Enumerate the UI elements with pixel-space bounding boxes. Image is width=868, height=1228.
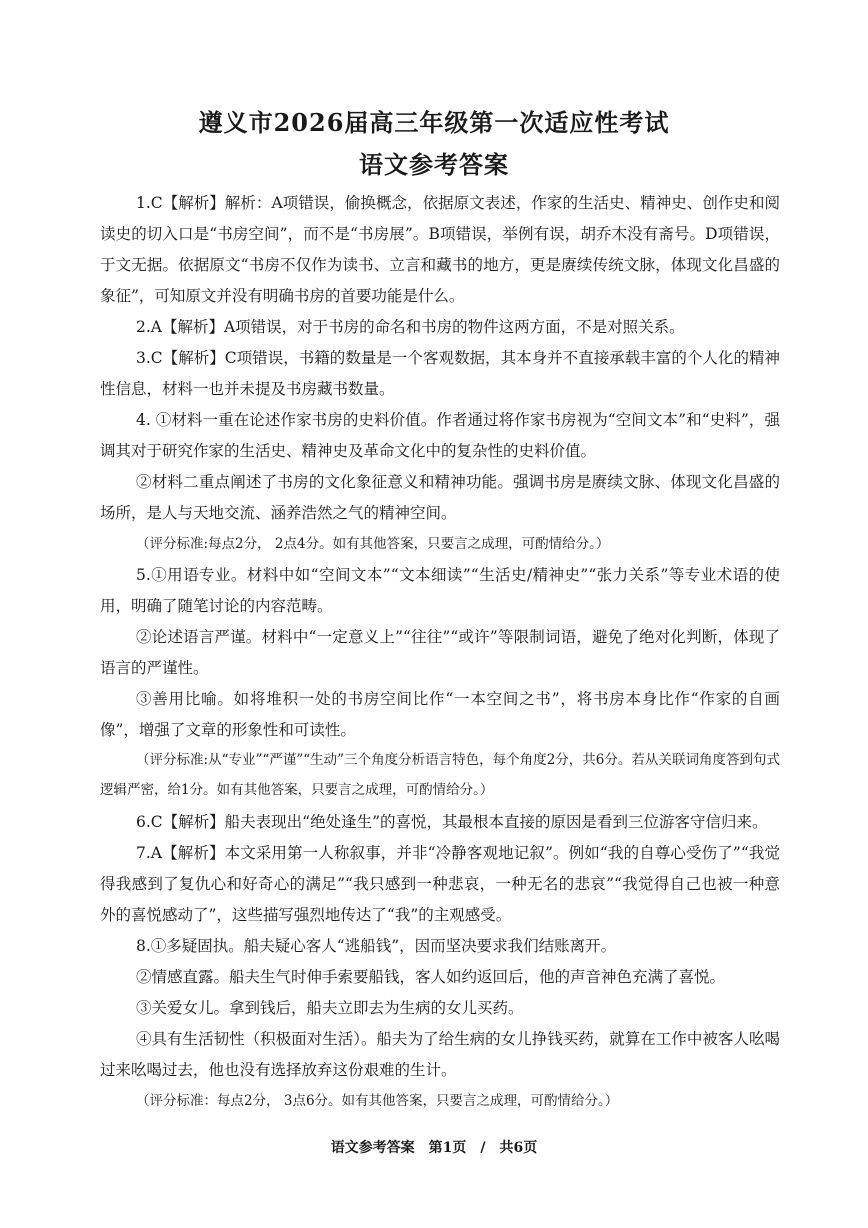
answer-7: 7.A【解析】本文采用第一人称叙事，并非“冷静客观地记叙”。例如“我的自尊心受伤了”“我觉得我感到了复仇心和好奇心的满足”“我只感到一种悲哀，一种无名的悲哀”“我觉得自己也被一种意外的喜悦感动了”，这些描写强烈地传达了“我”的主观感受。: [100, 844, 780, 924]
answer-4-scoring: （评分标准:每点2分， 2点4分。如有其他答案，只要言之成理，可酌情给分。）: [136, 536, 610, 552]
answer-5-point-3: ③善用比喻。如将堆积一处的书房空间比作“一本空间之书”，将书房本身比作“作家的自画像”，增强了文章的形象性和可读性。: [100, 690, 780, 739]
answer-8-point-1: 8.①多疑固执。船夫疑心客人“逃船钱”，因而坚决要求我们结账离开。: [136, 937, 617, 955]
answer-5-scoring: （评分标准:从“专业”“严谨”“生动”三个角度分析语言特色，每个角度2分，共6分。若从关联词角度答到句式逻辑严密，给1分。如有其他答案，只要言之成理，可酌情给分。）: [100, 752, 780, 798]
answer-8-point-3: ③关爱女儿。拿到钱后，船夫立即去为生病的女儿买药。: [136, 999, 524, 1017]
answer-4-point-1: 4. ①材料一重在论述作家书房的史料价值。作者通过将作家书房视为“空间文本”和“史料”，强调其对于研究作家的生活史、精神史及革命文化中的复杂性的史料价值。: [100, 411, 780, 460]
page-footer: 语文参考答案 第1页 / 共6页: [330, 1140, 538, 1156]
exam-title: 遵义市2026届高三年级第一次适应性考试: [198, 108, 670, 137]
answer-3: 3.C【解析】C项错误，书籍的数量是一个客观数据，其本身并不直接承载丰富的个人化的精神性信息，材料一也并未提及书房藏书数量。: [100, 349, 780, 398]
answer-8-scoring: （评分标准：每点2分， 3点6分。如有其他答案，只要言之成理，可酌情给分。）: [136, 1093, 619, 1109]
answer-2: 2.A【解析】A项错误，对于书房的命名和书房的物件这两方面，不是对照关系。: [136, 318, 685, 336]
answer-4-point-2: ②材料二重点阐述了书房的文化象征意义和精神功能。强调书房是赓续文脉、体现文化昌盛的场所，是人与天地交流、涵养浩然之气的精神空间。: [100, 473, 780, 522]
answer-subtitle: 语文参考答案: [359, 150, 509, 179]
answer-8-point-2: ②情感直露。船夫生气时伸手索要船钱，客人如约返回后，他的声音神色充满了喜悦。: [136, 968, 726, 986]
answer-8-point-4: ④具有生活韧性（积极面对生活）。船夫为了给生病的女儿挣钱买药，就算在工作中被客人吆喝过来吆喝过去，他也没有选择放弃这份艰难的生计。: [100, 1030, 780, 1079]
answer-5-point-1: 5.①用语专业。材料中如“空间文本”“文本细读”“生活史/精神史”“张力关系”等专业术语的使用，明确了随笔讨论的内容范畴。: [100, 566, 780, 615]
answer-1: 1.C【解析】解析：A项错误，偷换概念，依据原文表述，作家的生活史、精神史、创作史和阅读史的切入口是“书房空间”，而不是“书房展”。B项错误，举例有误，胡乔木没有斋号。D项错误，于文无据。依据原文“书房不仅作为读书、立言和藏书的地方，更是赓续传统文脉，体现文化昌盛的象征”，可知原文并没有明确书房的首要功能是什么。: [100, 194, 780, 305]
answer-5-point-2: ②论述语言严谨。材料中“一定意义上”“往往”“或许”等限制词语，避免了绝对化判断，体现了语言的严谨性。: [100, 628, 780, 677]
answer-6: 6.C【解析】船夫表现出“绝处逢生”的喜悦，其最根本直接的原因是看到三位游客守信归来。: [136, 813, 768, 831]
